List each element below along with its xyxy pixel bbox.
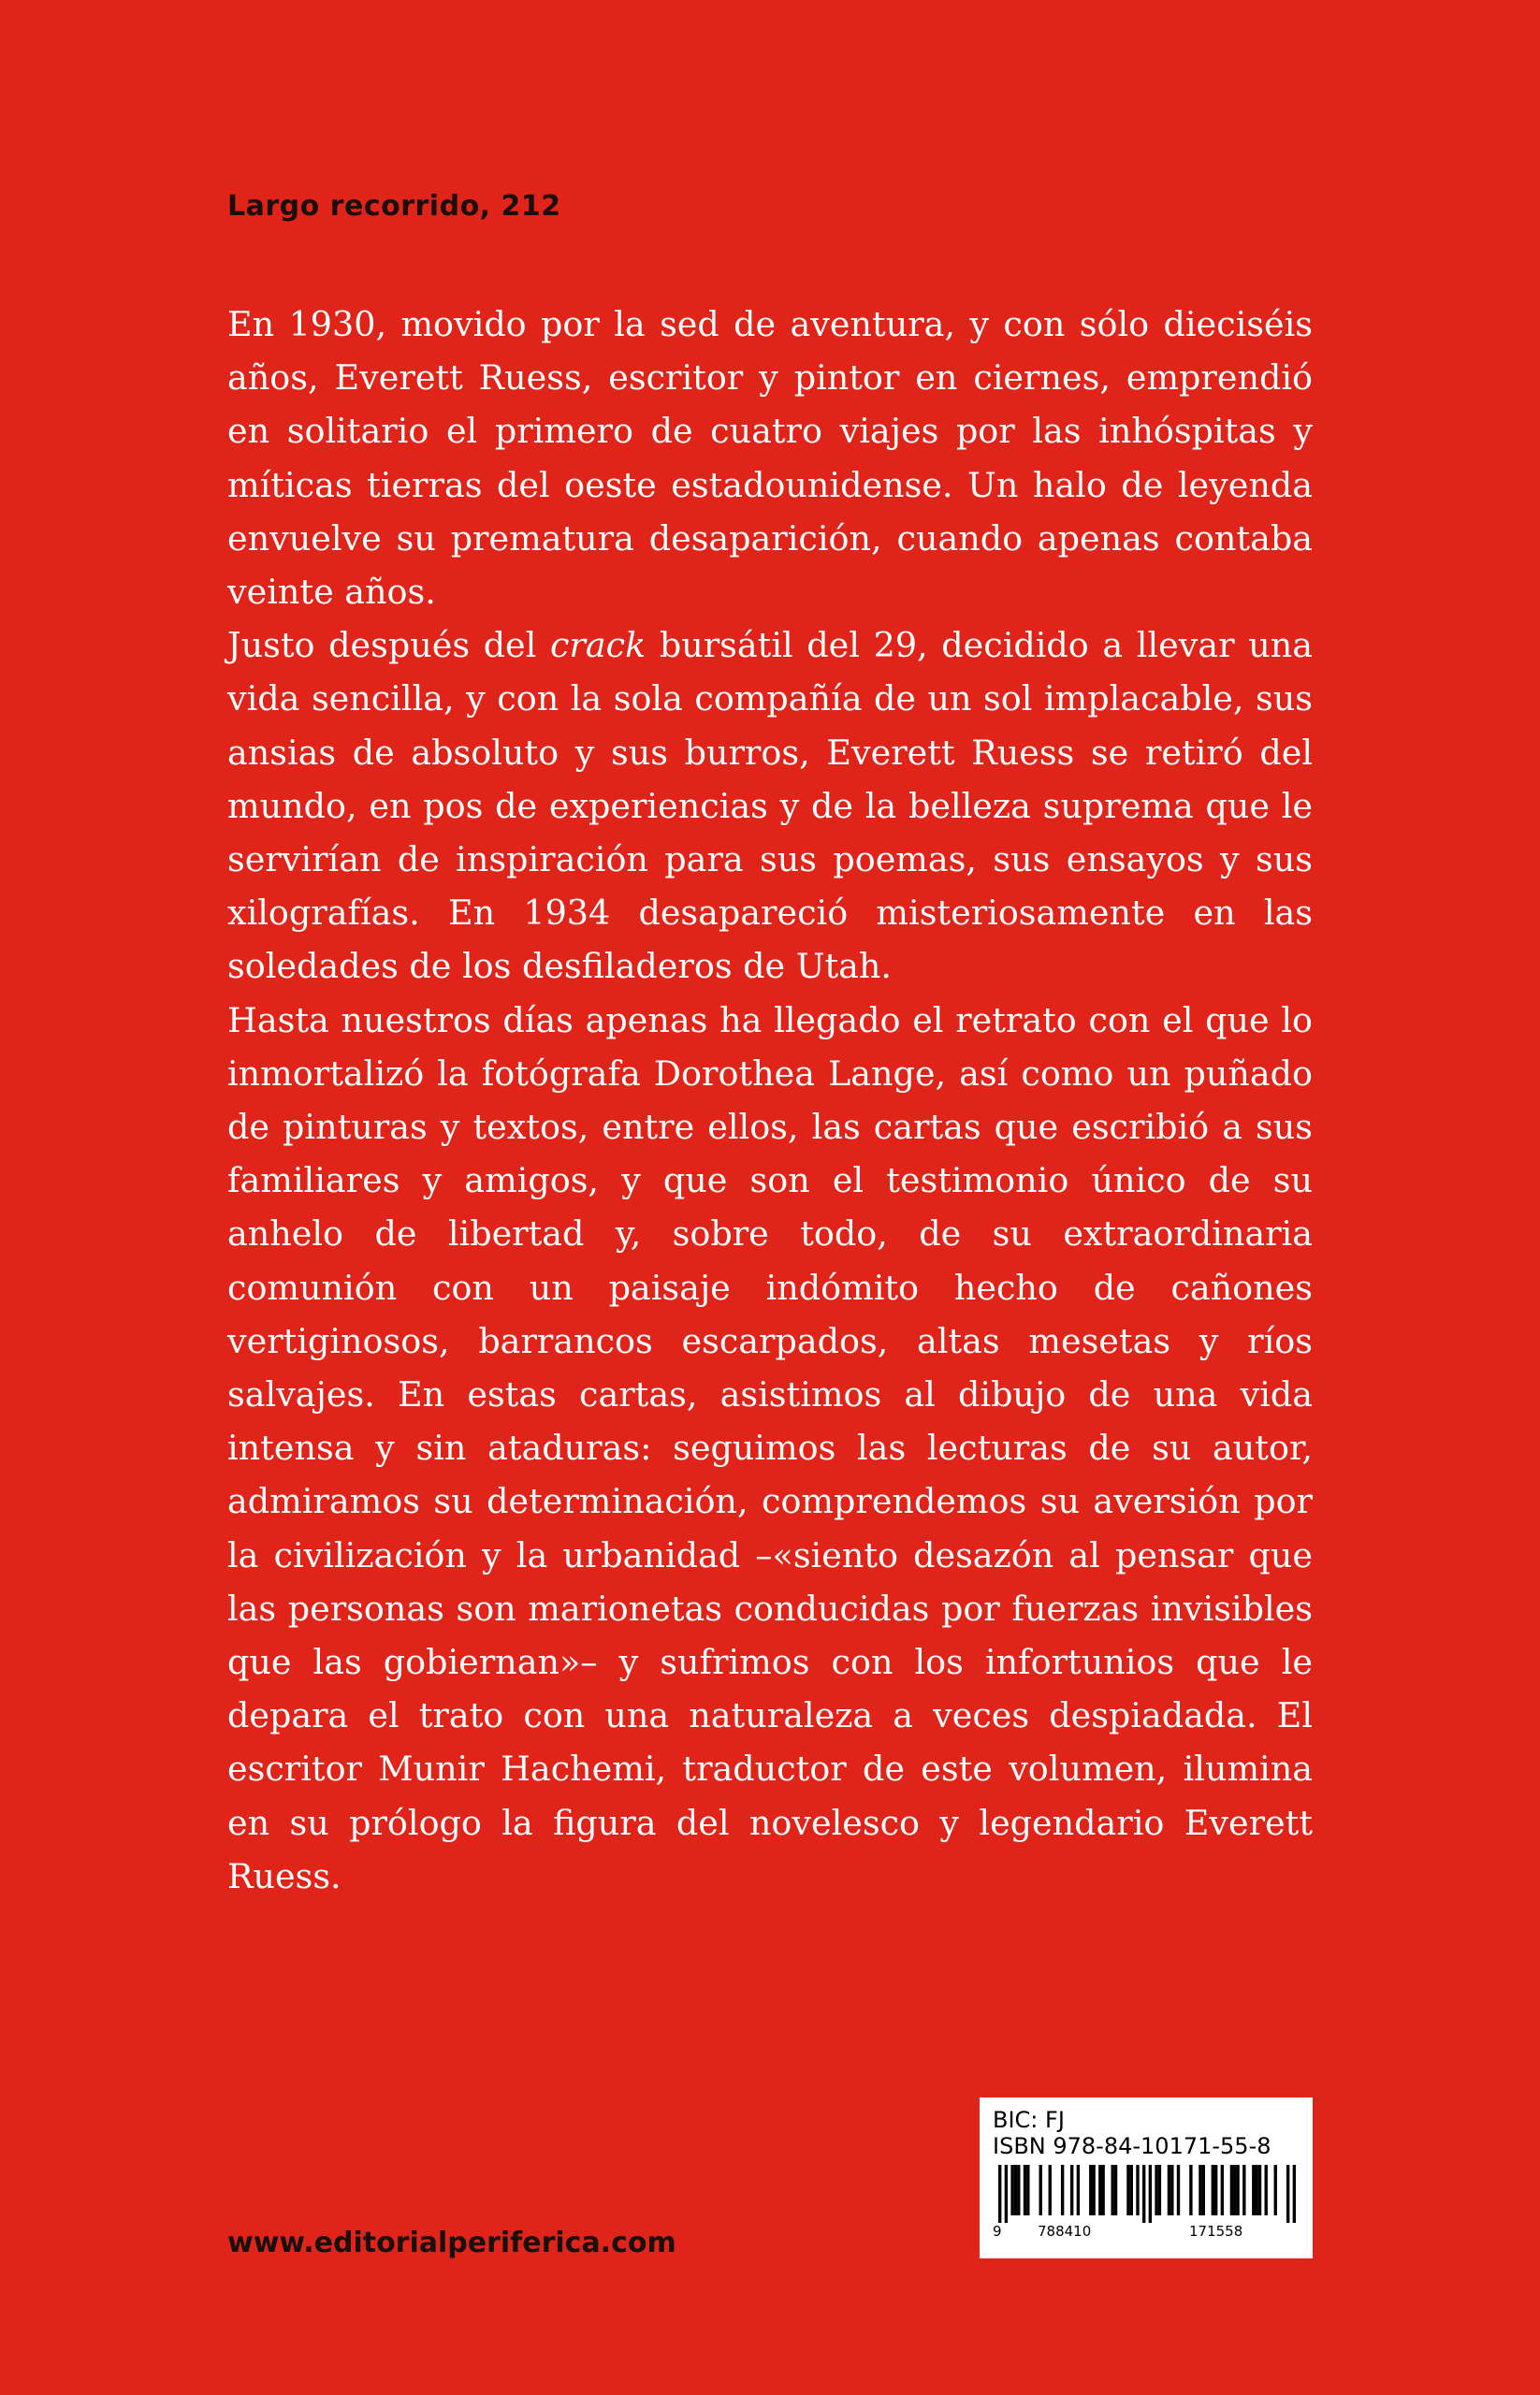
barcode-bar [1168, 2165, 1170, 2215]
blurb-paragraph-1 [227, 298, 1313, 618]
blurb-paragraph-3-text: Hasta nuestros días apenas ha llegado el retrato con el que lo inmortalizó la fotógrafa Dorothea Lange, así como un puñado de pinturas y textos, entre ellos, las cartas que escribió a sus familiares y amigos, y que son el testimonio único de su anhelo de libertad y, sobre todo, de su extraordinaria comunión con un paisaje indómito hecho de cañones vertiginosos, barrancos escarpados, altas mesetas y ríos salvajes. En estas cartas, asistimos al dibujo de una vida intensa y sin ataduras: seguimos las lecturas de su autor, admiramos su determinación, comprendemos su aversión por la civilización y la urbanidad –«siento desazón al pensar que las personas son marionetas conducidas por fuerzas invisibles que las gobiernan»– y sufrimos con los infortunios que le depara el trato con una naturaleza a veces despiadada. El escritor Munir Hachemi, traductor de este volumen, ilumina en su prólogo la figura del novelesco y legendario Everett Ruess. [227, 999, 1313, 1896]
barcode-bar [1255, 2165, 1257, 2215]
barcode-bar [1252, 2165, 1255, 2215]
bic-code: BIC: FJ [993, 2107, 1065, 2133]
barcode-bar [1070, 2165, 1073, 2215]
barcode-bar [1098, 2165, 1101, 2215]
barcode-bar [1114, 2165, 1117, 2215]
barcode-bar [1189, 2165, 1192, 2215]
barcode-digit-lead: 9 [993, 2223, 1002, 2240]
blurb-paragraph-2-text-start: Justo después del [227, 625, 550, 666]
barcode-bar [1236, 2165, 1239, 2215]
blurb-paragraph-1-text: En 1930, movido por la sed de aventura, y con sólo dieciséis años, Everett Ruess, escritor y pintor en ciernes, emprendió en solitario el primero de cuatro viajes por las inhóspitas y míticas tierras del oeste estadounidense. Un halo de leyenda envuelve su prematura desaparición, cuando apenas contaba veinte años. [227, 304, 1313, 613]
barcode-bar [1092, 2165, 1095, 2215]
barcode-bar [1233, 2165, 1236, 2215]
publisher-website: www.editorialperiferica.com [227, 2227, 676, 2259]
barcode-bar [1265, 2165, 1268, 2215]
barcode-bar [1111, 2165, 1114, 2215]
barcode-bar [1017, 2165, 1020, 2215]
barcode-bar [1177, 2165, 1180, 2215]
barcode-bar [998, 2165, 1001, 2223]
blurb-italic-word: crack [549, 625, 647, 666]
blurb-paragraph-3 [227, 994, 1313, 1903]
barcode-bar [1202, 2165, 1205, 2215]
series-label: Largo recorrido, 212 [227, 190, 561, 223]
barcode-bar [1142, 2165, 1145, 2223]
barcode-bar [1293, 2165, 1296, 2223]
barcode-bar [1014, 2165, 1017, 2215]
barcode-bar [1039, 2165, 1042, 2215]
barcode-bar [1199, 2165, 1201, 2215]
barcode-bar [1126, 2165, 1129, 2215]
barcode-bar [1136, 2165, 1139, 2215]
barcode-bar [1155, 2165, 1157, 2215]
blurb-paragraph-2-text-end: bursátil del 29, decidido a llevar una vida sencilla, y con la sola compañía de un sol implacable, sus ansias de absoluto y sus burros, Everett Ruess se retiró del mundo, en pos de experiencias y de la belleza suprema que le servirían de inspiración para sus poemas, sus ensayos y sus xilografías. En 1934 desapareció misteriosamente en las soledades de los desfiladeros de Utah. [227, 625, 1313, 987]
barcode-bar [1101, 2165, 1104, 2215]
barcode-bar [1274, 2165, 1277, 2215]
barcode-bar [1061, 2165, 1064, 2215]
barcode-label [980, 2097, 1313, 2258]
barcode-bar [1230, 2165, 1233, 2215]
barcode-digits [993, 2223, 1301, 2240]
barcode-bar [1089, 2165, 1092, 2215]
blurb-paragraph-2 [227, 618, 1313, 993]
barcode-bar [1221, 2165, 1224, 2215]
barcode-bar [1149, 2165, 1152, 2223]
barcode-bar [1214, 2165, 1217, 2215]
barcode-digits-right: 171558 [1189, 2223, 1243, 2240]
barcode-digits-left: 788410 [1038, 2223, 1092, 2240]
barcode-bar [1024, 2165, 1026, 2215]
back-cover-blurb [227, 298, 1313, 1903]
isbn-number: ISBN 978-84-10171-55-8 [993, 2133, 1271, 2159]
barcode-bar [1005, 2165, 1008, 2223]
barcode-bar [1286, 2165, 1289, 2223]
barcode-bar [1010, 2165, 1013, 2215]
barcode-bar [1130, 2165, 1133, 2215]
barcode-bar [1258, 2165, 1261, 2215]
barcode-bar [1158, 2165, 1161, 2215]
barcode-bar [1242, 2165, 1245, 2215]
barcode-bar [1170, 2165, 1173, 2215]
barcode-bar [1212, 2165, 1214, 2215]
barcode-bar [1026, 2165, 1029, 2215]
barcode-bar [1077, 2165, 1080, 2215]
barcode-bars [993, 2165, 1301, 2223]
barcode-bar [1049, 2165, 1052, 2215]
